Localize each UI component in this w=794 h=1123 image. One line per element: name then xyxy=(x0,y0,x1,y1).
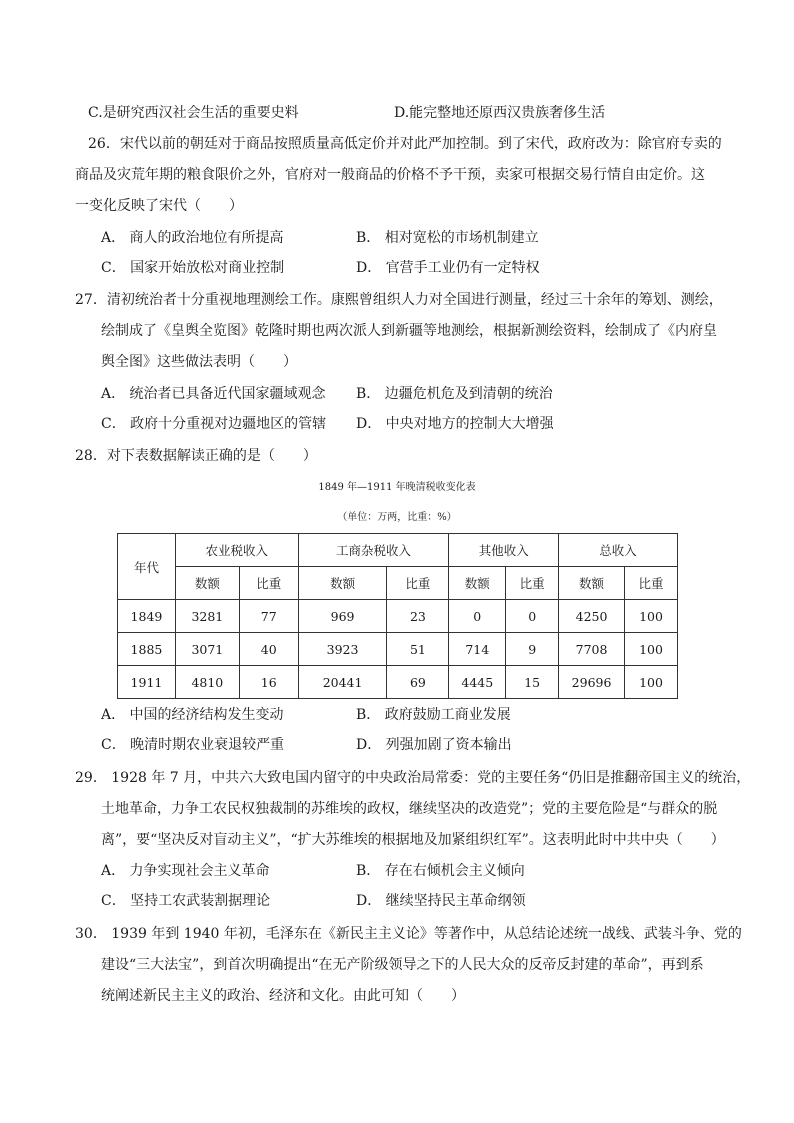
table-group-header-row xyxy=(118,534,678,567)
q25-option-c: C.是研究西汉社会生活的重要史料 xyxy=(88,105,299,121)
table-cell: 0 xyxy=(506,600,559,633)
table-cell: 77 xyxy=(239,600,298,633)
q26-option-c: C． 国家开始放松对商业控制 xyxy=(101,260,285,276)
table-cell: 29696 xyxy=(559,666,625,699)
table-cell: 4810 xyxy=(175,666,239,699)
table-cell: 23 xyxy=(387,600,449,633)
q26-option-a: A． 商人的政治地位有所提高 xyxy=(101,230,284,246)
q26-option-b: B． 相对宽松的市场机制建立 xyxy=(356,230,539,246)
subheader-cell: 数额 xyxy=(449,567,506,600)
table-cell: 69 xyxy=(387,666,449,699)
q30-stem-line3: 统阐述新民主主义的政治、经济和文化。由此可知（ ） xyxy=(101,988,465,1004)
subheader-cell: 比重 xyxy=(239,567,298,600)
subheader-cell: 数额 xyxy=(298,567,387,600)
subheader-cell: 比重 xyxy=(625,567,678,600)
q26-option-d: D． 官营手工业仍有一定特权 xyxy=(356,260,540,276)
q29-stem-line3: 离”，要“坚决反对盲动主义”，“扩大苏维埃的根据地及加紧组织红军”。这表明此时中共中央（ ） xyxy=(101,832,725,848)
table-cell: 100 xyxy=(625,666,678,699)
table-cell: 4445 xyxy=(449,666,506,699)
tax-revenue-table xyxy=(117,533,678,699)
table-cell: 0 xyxy=(449,600,506,633)
year-header: 年代 xyxy=(118,534,176,600)
q27-option-a: A． 统治者已具备近代国家疆域观念 xyxy=(101,386,326,402)
q29-stem-line2: 土地革命，力争工农民权独裁制的苏维埃的政权，继续坚决的改造党”；党的主要危险是“与群众的脱 xyxy=(101,801,718,817)
table-cell: 16 xyxy=(239,666,298,699)
table-cell: 1911 xyxy=(118,666,176,699)
q30-stem-line2: 建设“三大法宝”，到首次明确提出“在无产阶级领导之下的人民大众的反帝反封建的革命”，再到系 xyxy=(101,957,704,973)
table-title: 1849 年—1911 年晚清税收变化表 xyxy=(318,482,476,493)
q26-stem-line3: 一变化反映了宋代（ ） xyxy=(75,198,243,214)
q27-stem-line3: 舆全图》这些做法表明（ ） xyxy=(101,354,297,370)
table-cell: 20441 xyxy=(298,666,387,699)
table-row xyxy=(118,666,678,699)
q28-stem-line1: 28．对下表数据解读正确的是（ ） xyxy=(75,448,317,464)
table-cell: 51 xyxy=(387,633,449,666)
q29-option-c: C． 坚持工农武装割据理论 xyxy=(101,893,271,909)
table-cell: 4250 xyxy=(559,600,625,633)
q27-option-c: C． 政府十分重视对边疆地区的管辖 xyxy=(101,416,327,432)
table-cell: 3281 xyxy=(175,600,239,633)
subheader-cell: 比重 xyxy=(506,567,559,600)
q27-stem-line2: 绘制成了《皇舆全览图》乾隆时期也两次派人到新疆等地测绘，根据新测绘资料，绘制成了《内府皇 xyxy=(101,323,717,339)
table-cell: 7708 xyxy=(559,633,625,666)
table-cell: 40 xyxy=(239,633,298,666)
q30-stem-line1: 30． 1939 年到 1940 年初，毛泽东在《新民主主义论》等著作中，从总结论述统一战线、武装斗争、党的 xyxy=(75,926,742,942)
q29-option-b: B． 存在右倾机会主义倾向 xyxy=(356,863,525,879)
table-cell: 100 xyxy=(625,600,678,633)
group-header-agri: 农业税收入 xyxy=(175,534,298,567)
table-cell: 3923 xyxy=(298,633,387,666)
q29-stem-line1: 29． 1928 年 7 月，中共六大致电国内留守的中央政治局常委：党的主要任务“仍旧是推翻帝国主义的统治， xyxy=(75,770,751,786)
group-header-other: 其他收入 xyxy=(449,534,559,567)
group-header-total: 总收入 xyxy=(559,534,678,567)
table-cell: 15 xyxy=(506,666,559,699)
table-unit: （单位：万两，比重：%） xyxy=(337,512,457,523)
q27-option-b: B． 边疆危机危及到清朝的统治 xyxy=(356,386,553,402)
table-row xyxy=(118,600,678,633)
q26-stem-line2: 商品及灾荒年期的粮食限价之外，官府对一般商品的价格不予干预，卖家可根据交易行情自由定价。这 xyxy=(75,167,705,183)
table-cell: 714 xyxy=(449,633,506,666)
table-cell: 100 xyxy=(625,633,678,666)
q29-option-d: D． 继续坚持民主革命纲领 xyxy=(356,893,526,909)
table-cell: 3071 xyxy=(175,633,239,666)
table-cell: 9 xyxy=(506,633,559,666)
q28-option-d: D． 列强加剧了资本输出 xyxy=(356,737,512,753)
table-cell: 1885 xyxy=(118,633,176,666)
q28-option-a: A． 中国的经济结构发生变动 xyxy=(101,707,284,723)
subheader-cell: 比重 xyxy=(387,567,449,600)
q27-stem-line1: 27．清初统治者十分重视地理测绘工作。康熙曾组织人力对全国进行测量，经过三十余年的筹划、测绘， xyxy=(75,292,723,308)
q26-stem-line1: 26．宋代以前的朝廷对于商品按照质量高低定价并对此严加控制。到了宋代，政府改为：除官府专卖的 xyxy=(88,136,722,152)
table-cell: 1849 xyxy=(118,600,176,633)
table-cell: 969 xyxy=(298,600,387,633)
subheader-cell: 数额 xyxy=(559,567,625,600)
q25-option-d: D.能完整地还原西汉贵族奢侈生活 xyxy=(394,105,606,121)
table-row xyxy=(118,633,678,666)
group-header-commerce: 工商杂税收入 xyxy=(298,534,449,567)
q28-option-c: C． 晚清时期农业衰退较严重 xyxy=(101,737,285,753)
q27-option-d: D． 中央对地方的控制大大增强 xyxy=(356,416,554,432)
subheader-cell: 数额 xyxy=(175,567,239,600)
table-sub-header-row xyxy=(118,567,678,600)
q28-option-b: B． 政府鼓励工商业发展 xyxy=(356,707,511,723)
q29-option-a: A． 力争实现社会主义革命 xyxy=(101,863,270,879)
